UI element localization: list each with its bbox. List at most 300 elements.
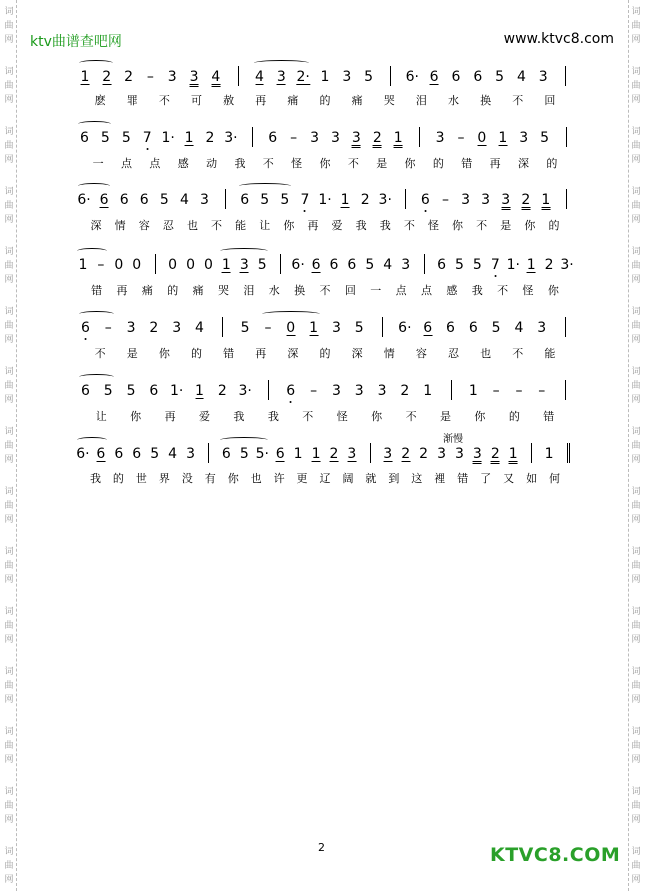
lyric-char: 错: [543, 410, 555, 423]
lyric-char: 世: [135, 472, 147, 485]
barline: [566, 189, 567, 209]
barline: [566, 127, 567, 147]
note: 1·: [169, 383, 184, 399]
barline: [268, 380, 269, 400]
note: 3: [172, 320, 182, 336]
lyric-char: 泪: [243, 284, 255, 297]
lyric-char: 情: [114, 219, 126, 232]
watermark-char: 网: [4, 635, 14, 645]
lyric-line-1: [74, 94, 576, 108]
lyric-char: 不: [512, 347, 524, 360]
lyric-line-7: [74, 472, 576, 486]
barline: [405, 189, 406, 209]
note: 0: [203, 257, 213, 273]
lyric-char: 爱: [199, 410, 210, 423]
note: 1: [498, 130, 508, 146]
lyric-char: 深: [351, 347, 363, 360]
note: 6: [286, 384, 295, 398]
lyric-char: 能: [544, 347, 556, 360]
lyric-char: 不: [262, 157, 274, 170]
lyric-char: 的: [548, 219, 560, 232]
barline: [382, 317, 383, 337]
note: 6: [149, 383, 159, 399]
lyric-char: 的: [546, 157, 558, 170]
note: 1: [468, 383, 478, 399]
note: 5: [472, 257, 482, 273]
lyric-char: 哭: [218, 284, 230, 297]
lyric-char: 点: [395, 284, 407, 297]
lyric-char: 再: [116, 284, 128, 297]
lyric-char: 是: [376, 157, 388, 170]
watermark-char: 曲: [631, 561, 641, 571]
slur-mark: [262, 311, 320, 317]
watermark-char: 词: [4, 427, 14, 437]
watermark-char: 词: [631, 67, 641, 77]
notation-line-7: [74, 447, 576, 461]
lyric-char: 裡: [434, 472, 446, 485]
note: 2: [490, 446, 500, 462]
note: 1: [184, 130, 194, 146]
slur-mark: [79, 60, 113, 66]
slur-mark: [78, 121, 111, 127]
barline: [424, 254, 425, 274]
lyric-char: 再: [255, 347, 267, 360]
lyric-char: 点: [149, 157, 161, 170]
slur-mark: [254, 60, 310, 66]
note: 2: [329, 446, 339, 462]
watermark-char: 词: [4, 667, 14, 677]
note: 3·: [238, 383, 252, 399]
note: 3: [342, 69, 352, 85]
watermark-char: 词: [631, 7, 641, 17]
note: –: [310, 383, 318, 399]
lyric-char: 辽: [319, 472, 331, 485]
watermark-char: 曲: [631, 321, 641, 331]
note: 6: [347, 257, 357, 273]
lyric-char: 就: [365, 472, 377, 485]
note: 4: [195, 320, 204, 336]
note: 6: [468, 320, 478, 336]
lyric-char: 也: [480, 347, 492, 360]
note: –: [264, 320, 272, 336]
note: 6: [240, 192, 250, 208]
watermark-char: 网: [4, 275, 14, 285]
lyric-char: 一: [92, 157, 104, 170]
note: 3: [401, 257, 411, 273]
note: 5·: [255, 446, 269, 462]
note: 5: [257, 257, 267, 273]
watermark-char: 网: [4, 155, 14, 165]
lyric-char: 不: [319, 284, 331, 297]
note: 3: [435, 130, 445, 146]
note: 4: [383, 257, 393, 273]
watermark-char: 网: [4, 815, 14, 825]
note: 3: [538, 69, 548, 85]
note: 4: [211, 69, 221, 85]
note: 1: [544, 446, 554, 462]
watermark-char: 曲: [4, 381, 14, 391]
watermark-char: 词: [4, 607, 14, 617]
lyric-char: 让: [95, 410, 107, 423]
barline: [565, 66, 566, 86]
watermark-char: 词: [4, 127, 14, 137]
barline: [567, 443, 571, 463]
lyric-char: 你: [524, 219, 536, 232]
lyric-char: 水: [448, 94, 460, 107]
barline: [252, 127, 253, 147]
note: 7: [143, 131, 152, 145]
slur-mark: [79, 374, 114, 380]
note: 3: [501, 192, 511, 208]
watermark-char: 曲: [631, 681, 641, 691]
tempo-gradual-label: 渐慢: [443, 434, 463, 445]
note: 5: [121, 130, 131, 146]
note: 6: [421, 193, 430, 207]
lyric-char: 的: [319, 94, 331, 107]
lyric-char: 的: [190, 347, 202, 360]
watermark-char: 网: [4, 395, 14, 405]
watermark-char: 词: [4, 247, 14, 257]
note: 7: [491, 258, 500, 272]
watermark-char: 词: [4, 187, 14, 197]
note: –: [97, 257, 105, 273]
lyric-char: 如: [526, 472, 538, 485]
watermark-char: 网: [631, 95, 641, 105]
watermark-char: 曲: [4, 801, 14, 811]
lyric-char: 是: [500, 219, 512, 232]
lyric-char: 痛: [141, 284, 153, 297]
watermark-char: 词: [631, 247, 641, 257]
watermark-char: 网: [631, 755, 641, 765]
lyric-char: 何: [549, 472, 561, 485]
lyric-char: 不: [497, 284, 509, 297]
watermark-char: 词: [4, 847, 14, 857]
note: 5: [159, 192, 169, 208]
note: 2: [372, 130, 382, 146]
note: 1·: [506, 257, 520, 273]
lyric-char: 的: [508, 410, 520, 423]
lyric-char: 我: [471, 284, 483, 297]
note: 3: [537, 320, 547, 336]
note: 3·: [378, 192, 392, 208]
note: 5: [491, 320, 501, 336]
note: 6: [429, 69, 439, 85]
note: 1: [309, 320, 319, 336]
watermark-char: 词: [631, 667, 641, 677]
lyric-char: 赦: [223, 94, 235, 107]
note: –: [104, 320, 112, 336]
watermark-char: 曲: [631, 381, 641, 391]
note: 3: [472, 446, 482, 462]
lyric-char: 不: [512, 94, 524, 107]
barline: [565, 317, 566, 337]
lyric-char: 让: [259, 219, 271, 232]
lyric-char: 我: [267, 410, 279, 423]
note: 0: [186, 257, 195, 273]
note: 3: [461, 192, 471, 208]
lyric-char: 我: [89, 472, 101, 485]
note: 2: [205, 130, 215, 146]
note: 1: [320, 69, 330, 85]
note: 1: [340, 192, 350, 208]
note: 6·: [405, 69, 419, 85]
watermark-char: 网: [4, 875, 14, 885]
lyric-char: 不: [211, 219, 223, 232]
watermark-char: 曲: [631, 441, 641, 451]
watermark-char: 网: [4, 755, 14, 765]
watermark-char: 词: [4, 67, 14, 77]
note: 1: [221, 257, 231, 273]
lyric-char: 你: [452, 219, 464, 232]
note: 5: [239, 446, 249, 462]
lyric-char: 错: [223, 347, 235, 360]
lyric-char: 的: [432, 157, 444, 170]
slur-mark: [77, 248, 107, 254]
lyric-char: 怪: [427, 219, 439, 232]
note: 1·: [318, 192, 332, 208]
lyric-char: 我: [355, 219, 367, 232]
note: 6: [446, 320, 455, 336]
lyric-char: 我: [379, 219, 391, 232]
watermark-char: 网: [4, 215, 14, 225]
notation-line-2: [74, 131, 576, 145]
lyric-char: 你: [158, 347, 170, 360]
low-octave-dot: [84, 338, 86, 340]
barline: [208, 443, 209, 463]
lyric-char: 点: [121, 157, 133, 170]
lyric-char: 忍: [448, 347, 460, 360]
watermark-char: 网: [4, 95, 14, 105]
lyric-char: 深: [287, 347, 299, 360]
lyric-char: 许: [273, 472, 285, 485]
note: 3: [377, 383, 387, 399]
note: 1·: [161, 130, 175, 146]
note: 3: [437, 446, 446, 462]
note: 6: [221, 446, 231, 462]
watermark-char: 曲: [4, 201, 14, 211]
lyric-char: 再: [307, 219, 319, 232]
watermark-char: 词: [631, 727, 641, 737]
note: 5: [364, 69, 374, 85]
watermark-char: 曲: [631, 21, 641, 31]
lyric-char: 感: [177, 157, 189, 170]
note: 6: [451, 69, 461, 85]
note: 6: [81, 321, 90, 335]
barline: [280, 254, 281, 274]
watermark-char: 曲: [631, 621, 641, 631]
slur-mark: [77, 437, 107, 443]
barline: [451, 380, 452, 400]
note: 2: [419, 446, 429, 462]
lyric-char: 不: [302, 410, 314, 423]
barline: [370, 443, 371, 463]
note: 3: [519, 130, 529, 146]
note: –: [441, 192, 449, 208]
note: 3: [310, 130, 319, 146]
note: 5: [365, 257, 375, 273]
barline: [531, 443, 532, 463]
lyric-char: 再: [489, 157, 501, 170]
note: 1: [311, 446, 321, 462]
note: 6: [423, 320, 433, 336]
lyric-char: 哭: [383, 94, 395, 107]
barline: [222, 317, 223, 337]
lyric-char: 感: [446, 284, 458, 297]
watermark-char: 网: [631, 155, 641, 165]
lyric-char: 你: [283, 219, 295, 232]
note: 3: [186, 446, 195, 462]
watermark-char: 词: [4, 787, 14, 797]
lyric-char: 回: [344, 284, 356, 297]
note: 5: [260, 192, 270, 208]
low-octave-dot: [290, 401, 292, 403]
watermark-char: 网: [631, 635, 641, 645]
watermark-char: 网: [4, 515, 14, 525]
lyric-line-3: [74, 219, 576, 233]
watermark-char: 网: [631, 815, 641, 825]
lyric-char: 你: [319, 157, 331, 170]
note: –: [515, 383, 523, 399]
lyric-char: 又: [503, 472, 515, 485]
watermark-char: 曲: [631, 741, 641, 751]
note: 6: [437, 257, 446, 273]
note: 6: [268, 130, 278, 146]
note: 6: [79, 130, 89, 146]
lyric-line-5: [74, 347, 576, 361]
note: 5: [540, 130, 550, 146]
note: 6: [311, 257, 321, 273]
lyric-line-4: [74, 284, 576, 298]
note: 0: [286, 320, 296, 336]
lyric-char: 痛: [351, 94, 363, 107]
watermark-char: 词: [4, 307, 14, 317]
lyric-char: 痛: [287, 94, 299, 107]
lyric-char: 的: [167, 284, 179, 297]
note: 6: [96, 446, 106, 462]
watermark-char: 曲: [631, 801, 641, 811]
note: 3: [276, 69, 286, 85]
site-logo[interactable]: KTVC8.COM: [490, 844, 621, 866]
lyric-char: 阔: [342, 472, 354, 485]
note: 2: [124, 69, 134, 85]
watermark-char: 曲: [4, 141, 14, 151]
note: 5: [240, 320, 250, 336]
lyric-char: 换: [480, 94, 492, 107]
lyric-char: 不: [405, 410, 417, 423]
lyric-char: 再: [255, 94, 267, 107]
note: 1: [293, 446, 303, 462]
note: –: [290, 130, 298, 146]
note: 6·: [77, 192, 91, 208]
lyric-char: 不: [158, 94, 170, 107]
note: 2: [401, 446, 411, 462]
note: 1: [393, 130, 403, 146]
lyric-char: 再: [164, 410, 176, 423]
low-octave-dot: [304, 210, 306, 212]
lyric-char: 也: [186, 219, 198, 232]
notation-line-5: [74, 321, 576, 335]
right-watermark-strip: [628, 0, 643, 891]
watermark-char: 曲: [631, 861, 641, 871]
slur-mark: [78, 183, 110, 189]
lyric-char: 深: [517, 157, 529, 170]
lyric-char: 有: [204, 472, 216, 485]
note: 6: [80, 383, 90, 399]
watermark-char: 词: [631, 307, 641, 317]
note: 3: [351, 130, 361, 146]
watermark-char: 词: [631, 547, 641, 557]
lyric-char: 了: [480, 472, 492, 485]
note: 1: [508, 446, 518, 462]
site-url[interactable]: www.ktvc8.com: [503, 31, 614, 47]
note: 4: [255, 69, 264, 85]
lyric-char: 水: [268, 284, 280, 297]
low-octave-dot: [146, 148, 148, 150]
lyric-line-6: [74, 410, 576, 424]
lyric-char: 忍: [162, 219, 174, 232]
note: 1: [195, 383, 204, 399]
note: 2: [217, 383, 227, 399]
lyric-char: 错: [91, 284, 103, 297]
lyric-char: 这: [411, 472, 423, 485]
note: 4: [516, 69, 526, 85]
lyric-char: 也: [250, 472, 262, 485]
lyric-char: 动: [206, 157, 218, 170]
watermark-char: 网: [631, 455, 641, 465]
lyric-char: 深: [90, 219, 102, 232]
lyric-char: 一: [370, 284, 382, 297]
watermark-char: 曲: [4, 621, 14, 631]
note: 6·: [398, 320, 412, 336]
watermark-char: 网: [4, 575, 14, 585]
note: 3: [454, 446, 464, 462]
watermark-char: 网: [631, 515, 641, 525]
lyric-char: 回: [544, 94, 556, 107]
site-title[interactable]: ktv曲谱查吧网: [30, 34, 122, 50]
lyric-char: 到: [388, 472, 400, 485]
barline: [390, 66, 391, 86]
watermark-char: 网: [631, 335, 641, 345]
note: 5: [100, 130, 110, 146]
note: 3: [239, 257, 249, 273]
notation-line-3: [74, 193, 576, 207]
lyric-char: 爱: [331, 219, 343, 232]
note: 5: [454, 257, 464, 273]
note: 3: [383, 446, 393, 462]
watermark-char: 网: [4, 335, 14, 345]
watermark-char: 曲: [4, 501, 14, 511]
note: 3: [167, 69, 177, 85]
watermark-char: 曲: [4, 81, 14, 91]
watermark-char: 曲: [4, 681, 14, 691]
lyric-char: 不: [403, 219, 415, 232]
lyric-char: 更: [296, 472, 308, 485]
watermark-char: 词: [631, 607, 641, 617]
lyric-char: 你: [130, 410, 142, 423]
note: 5: [495, 69, 505, 85]
note: 2·: [296, 69, 310, 85]
watermark-char: 网: [631, 695, 641, 705]
watermark-char: 词: [631, 427, 641, 437]
note: –: [457, 130, 465, 146]
lyric-char: 点: [420, 284, 432, 297]
note: 6: [114, 446, 124, 462]
lyric-char: 不: [94, 347, 106, 360]
note: 6: [99, 192, 109, 208]
low-octave-dot: [494, 275, 496, 277]
watermark-char: 曲: [4, 561, 14, 571]
note: 2: [102, 69, 112, 85]
